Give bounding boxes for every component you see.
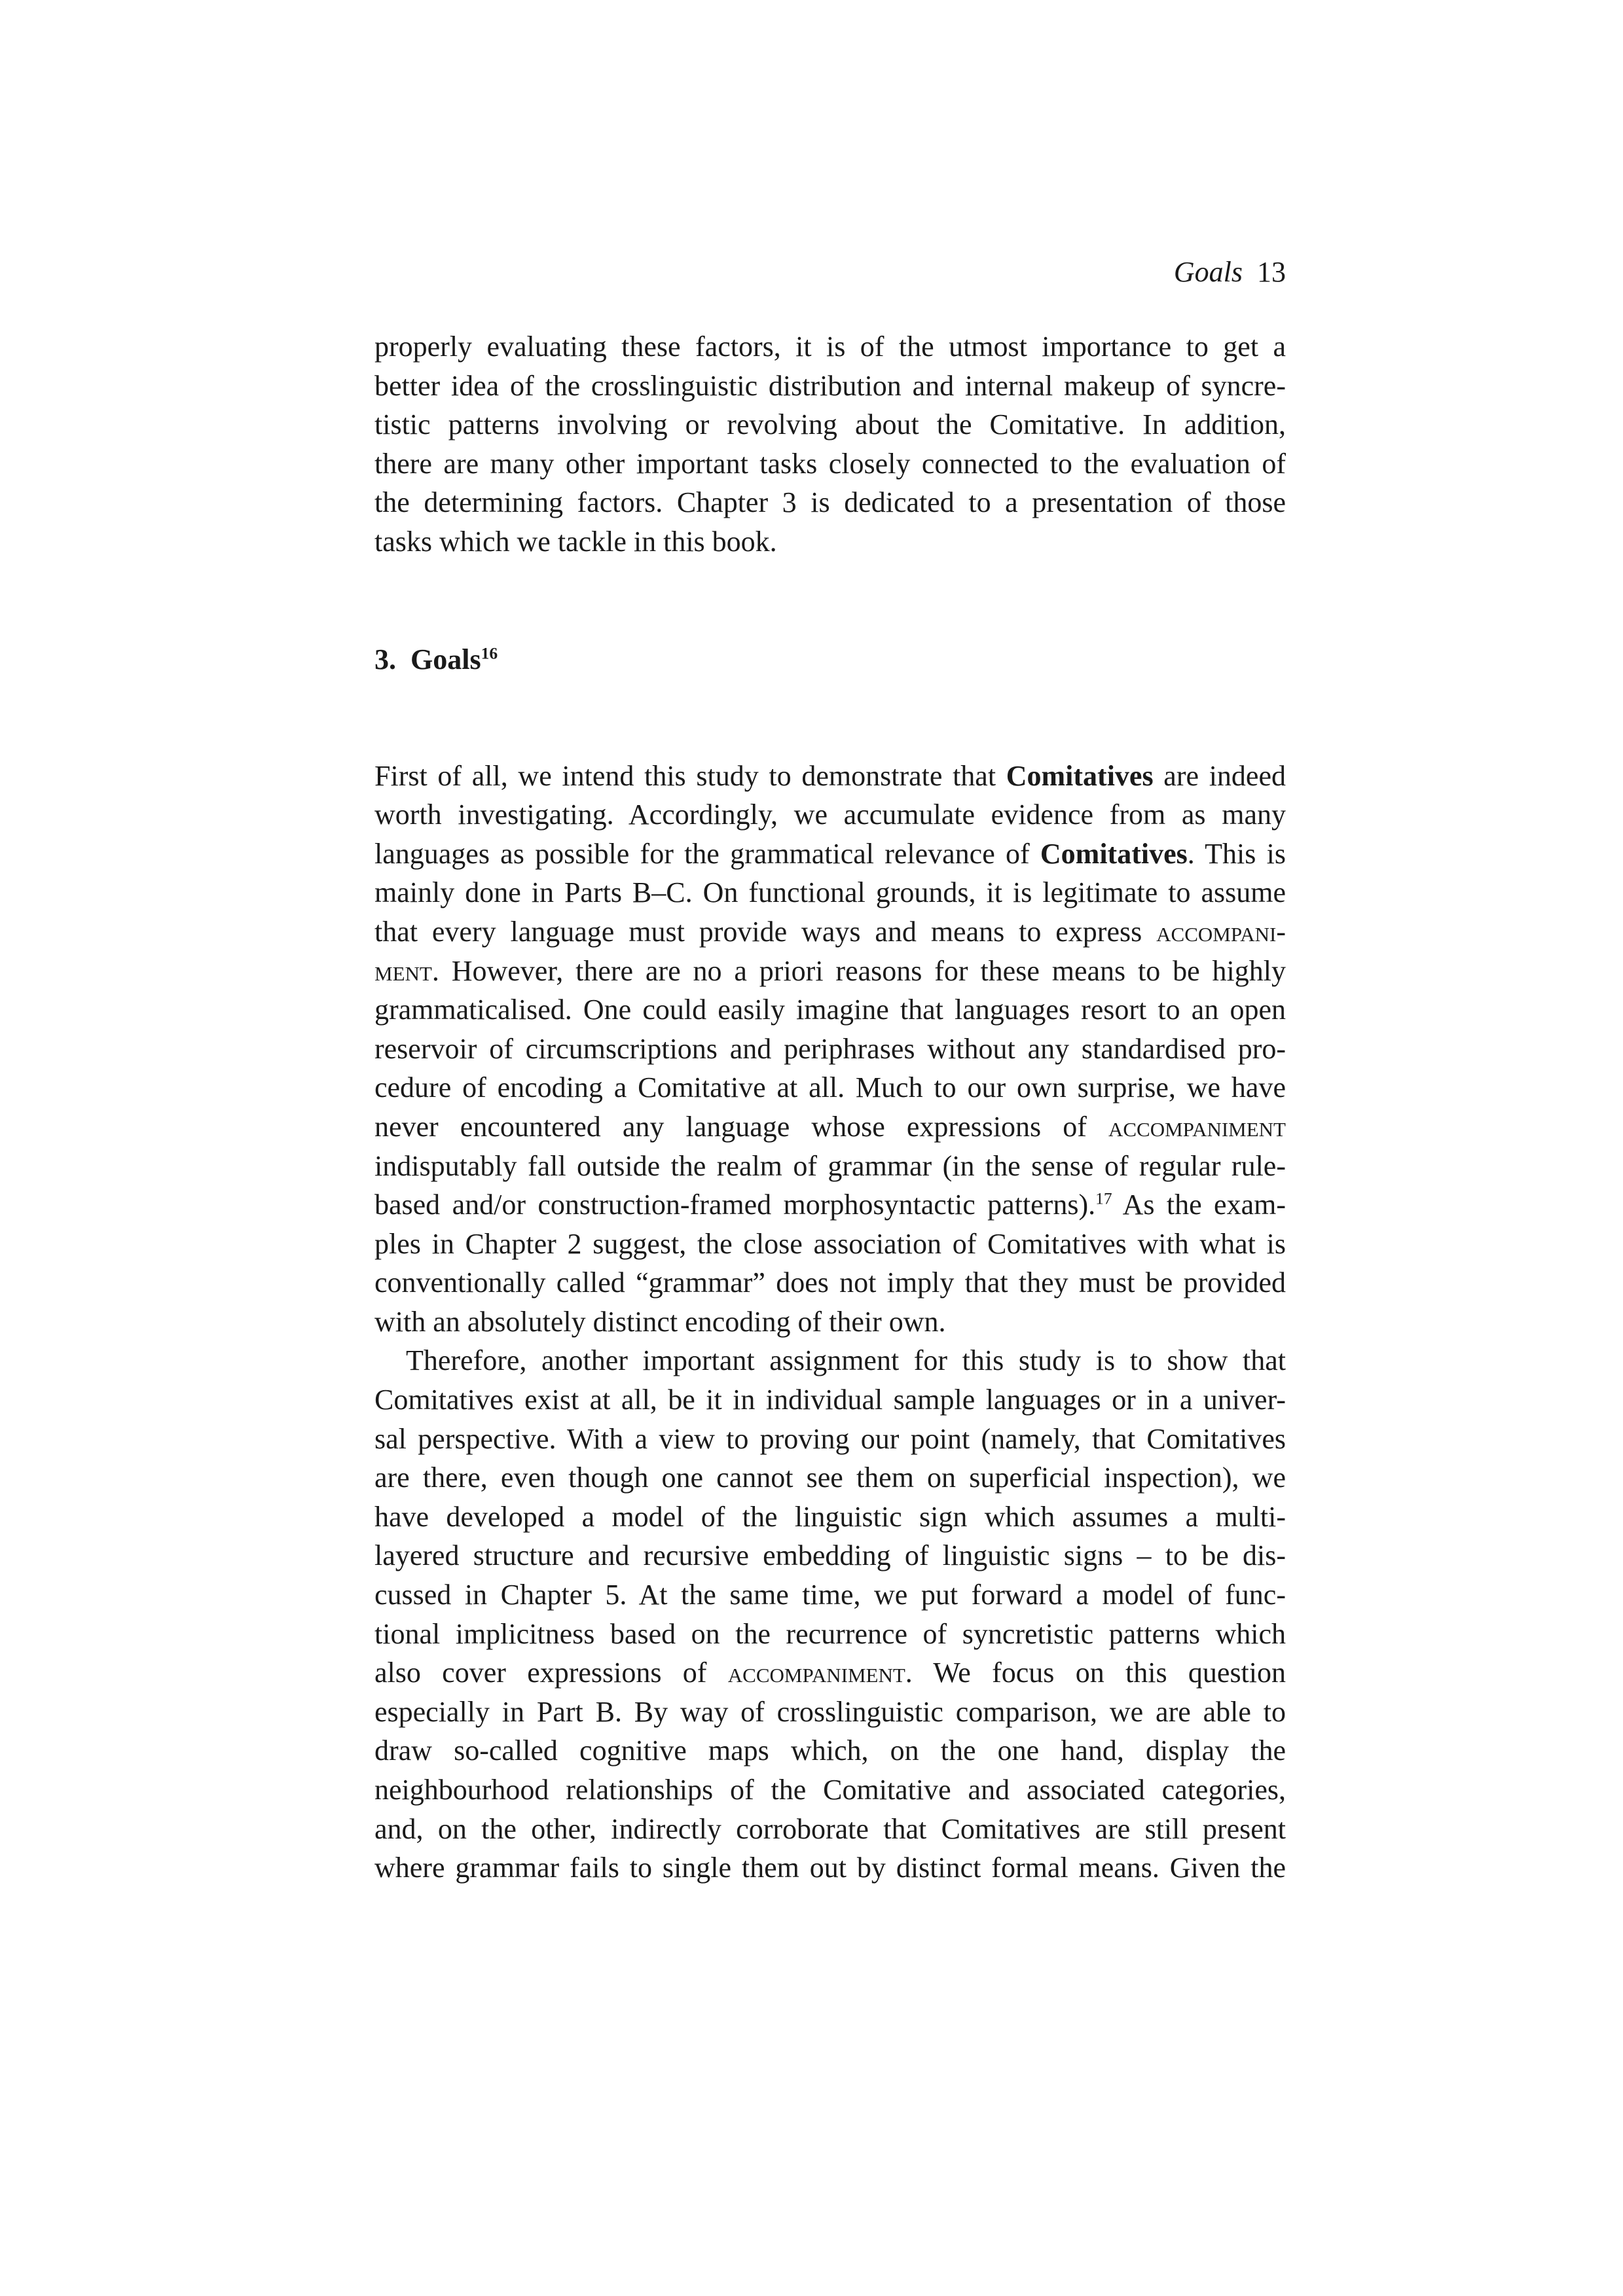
- text-line: draw so-called cognitive maps which, on the one hand, display the: [374, 1734, 1286, 1767]
- running-head-title: Goals: [1173, 256, 1243, 288]
- text-line: especially in Part B. By way of crosslinguistic comparison, we are able to: [374, 1695, 1286, 1728]
- text-line: properly evaluating these factors, it is of the utmost importance to get a: [374, 331, 1286, 363]
- text-line: worth investigating. Accordingly, we accumulate evidence from as many: [374, 798, 1286, 831]
- small-caps-term: accompaniment: [1108, 1110, 1286, 1143]
- text-line: with an absolutely distinct encoding of their own.: [374, 1305, 946, 1338]
- text-line: where grammar fails to single them out by distinct formal means. Given the: [374, 1852, 1286, 1884]
- text-line: and, on the other, indirectly corroborate that Comitatives are still present: [374, 1812, 1286, 1845]
- text-line: ment. However, there are no a priori reasons for these means to be highly: [374, 954, 1286, 987]
- text-line: layered structure and recursive embedding of linguistic signs – to be dis-: [374, 1539, 1286, 1572]
- text-line: also cover expressions of accompaniment. We focus on this question: [374, 1657, 1286, 1689]
- section-title: Goals: [410, 643, 481, 675]
- text-line: reservoir of circumscriptions and periphrases without any standardised pro-: [374, 1032, 1286, 1065]
- text-line: there are many other important tasks closely connected to the evaluation of: [374, 447, 1286, 480]
- text-line: indisputably fall outside the realm of grammar (in the sense of regular rule-: [374, 1149, 1286, 1182]
- text-line: cedure of encoding a Comitative at all. Much to our own surprise, we have: [374, 1071, 1286, 1104]
- intro-paragraph: [374, 327, 1286, 562]
- small-caps-term: ment: [374, 954, 432, 987]
- footnote-ref: 17: [1095, 1189, 1112, 1208]
- text-line: are there, even though one cannot see them on superficial inspection), we: [374, 1462, 1286, 1494]
- body-text: [374, 327, 1286, 1888]
- bold-term: Comitatives: [1006, 759, 1154, 792]
- text-line: sal perspective. With a view to proving our point (namely, that Comitatives: [374, 1422, 1286, 1455]
- running-head: [1174, 254, 1286, 291]
- paragraph-1: [374, 757, 1286, 1342]
- text-line: cussed in Chapter 5. At the same time, we put forward a model of func-: [374, 1579, 1286, 1611]
- text-line: neighbourhood relationships of the Comitative and associated categories,: [374, 1774, 1286, 1806]
- footnote-ref: 16: [481, 643, 498, 662]
- text-line: Comitatives exist at all, be it in individual sample languages or in a univer-: [374, 1384, 1286, 1416]
- text-line: Therefore, another important assignment for this study is to show that: [406, 1344, 1286, 1377]
- text-line: based and/or construction-framed morphosyntactic patterns).$^{17}$ As the exam-: [374, 1189, 1286, 1221]
- text-line: the determining factors. Chapter 3 is dedicated to a presentation of those: [374, 486, 1286, 519]
- paragraph-2: [374, 1341, 1286, 1887]
- text-line: mainly done in Parts B–C. On functional grounds, it is legitimate to assume: [374, 876, 1286, 909]
- page-number: 13: [1257, 256, 1286, 288]
- text-line: First of all, we intend this study to demonstrate that Comitatives are indeed: [374, 759, 1286, 792]
- section-heading: [374, 640, 1286, 679]
- small-caps-term: accompani-: [1156, 915, 1286, 948]
- text-line: never encountered any language whose expressions of accompaniment: [374, 1110, 1286, 1143]
- text-line: conventionally called “grammar” does not imply that they must be provided: [374, 1266, 1286, 1299]
- text-line: languages as possible for the grammatical relevance of Comitatives. This is: [374, 837, 1286, 870]
- small-caps-term: accompaniment: [727, 1657, 905, 1689]
- text-line: tasks which we tackle in this book.: [374, 525, 777, 558]
- text-line: better idea of the crosslinguistic distribution and internal makeup of syncre-: [374, 369, 1286, 402]
- text-line: have developed a model of the linguistic sign which assumes a multi-: [374, 1500, 1286, 1533]
- bold-term: Comitatives: [1040, 837, 1188, 870]
- text-line: tistic patterns involving or revolving about the Comitative. In addition,: [374, 408, 1286, 441]
- text-line: grammaticalised. One could easily imagine that languages resort to an open: [374, 994, 1286, 1026]
- text-line: that every language must provide ways and means to express accompani-: [374, 915, 1286, 948]
- section-number: 3.: [374, 643, 396, 675]
- text-line: tional implicitness based on the recurrence of syncretistic patterns which: [374, 1617, 1286, 1650]
- text-line: ples in Chapter 2 suggest, the close association of Comitatives with what is: [374, 1227, 1286, 1260]
